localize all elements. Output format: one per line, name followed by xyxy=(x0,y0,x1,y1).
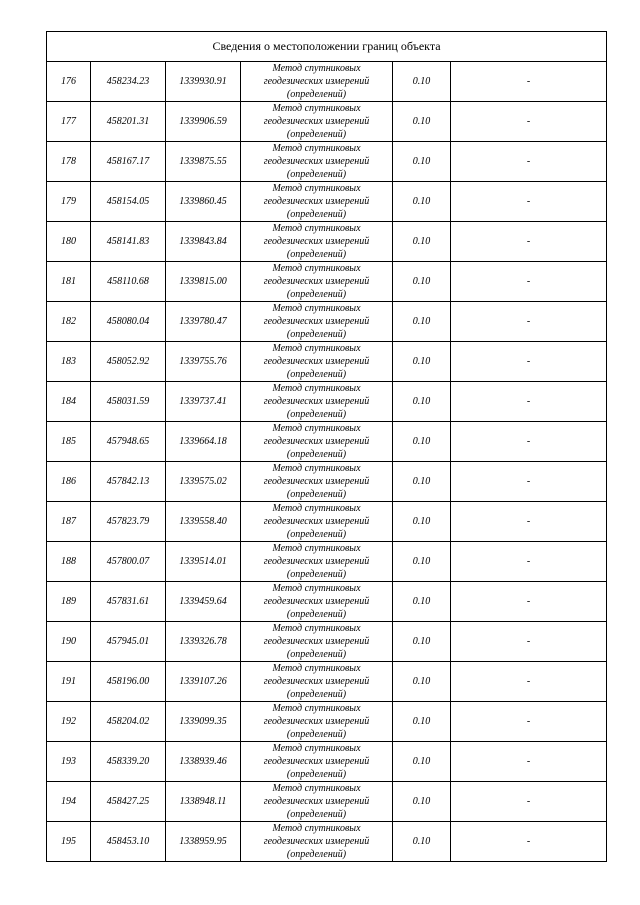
table-row xyxy=(47,102,607,142)
method-line: геодезических измерений xyxy=(263,436,370,447)
point-number-cell: 177 xyxy=(47,102,91,142)
method-line: (определений) xyxy=(286,849,347,860)
method-line: Метод спутниковых xyxy=(272,343,361,354)
y-coordinate-cell: 1339326.78 xyxy=(166,622,241,662)
method-line: геодезических измерений xyxy=(263,596,370,607)
method-cell xyxy=(241,622,393,662)
table-row xyxy=(47,422,607,462)
method-line: (определений) xyxy=(286,729,347,740)
method-line: геодезических измерений xyxy=(263,836,370,847)
method-cell xyxy=(241,102,393,142)
method-cell xyxy=(241,662,393,702)
y-coordinate-cell: 1338948.11 xyxy=(166,782,241,822)
note-cell: - xyxy=(451,342,607,382)
point-number-cell: 194 xyxy=(47,782,91,822)
y-coordinate-cell: 1339514.01 xyxy=(166,542,241,582)
x-coordinate-cell: 458204.02 xyxy=(91,702,166,742)
point-number-cell: 186 xyxy=(47,462,91,502)
method-line: геодезических измерений xyxy=(263,156,370,167)
method-cell xyxy=(241,342,393,382)
method-line: геодезических измерений xyxy=(263,276,370,287)
x-coordinate-cell: 457948.65 xyxy=(91,422,166,462)
note-cell: - xyxy=(451,62,607,102)
y-coordinate-cell: 1339099.35 xyxy=(166,702,241,742)
x-coordinate-cell: 458339.20 xyxy=(91,742,166,782)
method-line: Метод спутниковых xyxy=(272,423,361,434)
y-coordinate-cell: 1339780.47 xyxy=(166,302,241,342)
method-line: (определений) xyxy=(286,129,347,140)
note-cell: - xyxy=(451,542,607,582)
y-coordinate-cell: 1338939.46 xyxy=(166,742,241,782)
method-line: (определений) xyxy=(286,169,347,180)
method-cell xyxy=(241,782,393,822)
note-cell: - xyxy=(451,662,607,702)
x-coordinate-cell: 458031.59 xyxy=(91,382,166,422)
method-line: геодезических измерений xyxy=(263,236,370,247)
method-line: (определений) xyxy=(286,649,347,660)
y-coordinate-cell: 1339575.02 xyxy=(166,462,241,502)
y-coordinate-cell: 1339737.41 xyxy=(166,382,241,422)
method-line: (определений) xyxy=(286,329,347,340)
method-line: геодезических измерений xyxy=(263,476,370,487)
table-row xyxy=(47,342,607,382)
method-line: (определений) xyxy=(286,369,347,380)
method-line: (определений) xyxy=(286,289,347,300)
table-row xyxy=(47,302,607,342)
y-coordinate-cell: 1338959.95 xyxy=(166,822,241,862)
x-coordinate-cell: 458080.04 xyxy=(91,302,166,342)
point-number-cell: 191 xyxy=(47,662,91,702)
x-coordinate-cell: 458154.05 xyxy=(91,182,166,222)
table-row xyxy=(47,142,607,182)
method-cell xyxy=(241,582,393,622)
method-line: (определений) xyxy=(286,249,347,260)
point-number-cell: 192 xyxy=(47,702,91,742)
note-cell: - xyxy=(451,742,607,782)
method-line: Метод спутниковых xyxy=(272,263,361,274)
method-line: Метод спутниковых xyxy=(272,63,361,74)
method-cell xyxy=(241,182,393,222)
accuracy-cell: 0.10 xyxy=(393,582,451,622)
x-coordinate-cell: 458196.00 xyxy=(91,662,166,702)
method-line: геодезических измерений xyxy=(263,796,370,807)
method-line: геодезических измерений xyxy=(263,116,370,127)
method-line: геодезических измерений xyxy=(263,756,370,767)
method-line: Метод спутниковых xyxy=(272,743,361,754)
method-line: (определений) xyxy=(286,609,347,620)
table-row xyxy=(47,382,607,422)
x-coordinate-cell: 457831.61 xyxy=(91,582,166,622)
method-line: Метод спутниковых xyxy=(272,543,361,554)
accuracy-cell: 0.10 xyxy=(393,382,451,422)
method-line: Метод спутниковых xyxy=(272,103,361,114)
table-row xyxy=(47,742,607,782)
accuracy-cell: 0.10 xyxy=(393,782,451,822)
note-cell: - xyxy=(451,222,607,262)
note-cell: - xyxy=(451,462,607,502)
y-coordinate-cell: 1339755.76 xyxy=(166,342,241,382)
point-number-cell: 184 xyxy=(47,382,91,422)
table-row xyxy=(47,542,607,582)
method-cell xyxy=(241,702,393,742)
method-line: геодезических измерений xyxy=(263,636,370,647)
x-coordinate-cell: 458167.17 xyxy=(91,142,166,182)
y-coordinate-cell: 1339558.40 xyxy=(166,502,241,542)
point-number-cell: 178 xyxy=(47,142,91,182)
y-coordinate-cell: 1339815.00 xyxy=(166,262,241,302)
method-line: Метод спутниковых xyxy=(272,623,361,634)
note-cell: - xyxy=(451,622,607,662)
note-cell: - xyxy=(451,302,607,342)
x-coordinate-cell: 458453.10 xyxy=(91,822,166,862)
method-cell xyxy=(241,502,393,542)
note-cell: - xyxy=(451,382,607,422)
note-cell: - xyxy=(451,262,607,302)
accuracy-cell: 0.10 xyxy=(393,62,451,102)
method-line: (определений) xyxy=(286,769,347,780)
method-line: Метод спутниковых xyxy=(272,503,361,514)
point-number-cell: 176 xyxy=(47,62,91,102)
table-row xyxy=(47,622,607,662)
point-number-cell: 179 xyxy=(47,182,91,222)
method-cell xyxy=(241,382,393,422)
accuracy-cell: 0.10 xyxy=(393,262,451,302)
boundary-coordinates-table xyxy=(46,31,607,862)
method-cell xyxy=(241,262,393,302)
table-row xyxy=(47,262,607,302)
method-line: (определений) xyxy=(286,689,347,700)
accuracy-cell: 0.10 xyxy=(393,542,451,582)
note-cell: - xyxy=(451,822,607,862)
method-line: Метод спутниковых xyxy=(272,783,361,794)
method-line: Метод спутниковых xyxy=(272,663,361,674)
method-line: геодезических измерений xyxy=(263,556,370,567)
table-row xyxy=(47,662,607,702)
point-number-cell: 195 xyxy=(47,822,91,862)
table-row xyxy=(47,822,607,862)
accuracy-cell: 0.10 xyxy=(393,622,451,662)
table-row xyxy=(47,62,607,102)
accuracy-cell: 0.10 xyxy=(393,182,451,222)
accuracy-cell: 0.10 xyxy=(393,462,451,502)
y-coordinate-cell: 1339860.45 xyxy=(166,182,241,222)
method-line: (определений) xyxy=(286,569,347,580)
point-number-cell: 189 xyxy=(47,582,91,622)
y-coordinate-cell: 1339107.26 xyxy=(166,662,241,702)
note-cell: - xyxy=(451,422,607,462)
accuracy-cell: 0.10 xyxy=(393,662,451,702)
note-cell: - xyxy=(451,702,607,742)
y-coordinate-cell: 1339459.64 xyxy=(166,582,241,622)
x-coordinate-cell: 458141.83 xyxy=(91,222,166,262)
table-body xyxy=(47,32,607,862)
x-coordinate-cell: 458110.68 xyxy=(91,262,166,302)
method-line: (определений) xyxy=(286,89,347,100)
method-line: геодезических измерений xyxy=(263,676,370,687)
method-line: геодезических измерений xyxy=(263,196,370,207)
y-coordinate-cell: 1339843.84 xyxy=(166,222,241,262)
y-coordinate-cell: 1339906.59 xyxy=(166,102,241,142)
table-title: Сведения о местоположении границ объекта xyxy=(47,32,607,62)
table-title-row xyxy=(47,32,607,62)
method-line: Метод спутниковых xyxy=(272,223,361,234)
point-number-cell: 190 xyxy=(47,622,91,662)
accuracy-cell: 0.10 xyxy=(393,142,451,182)
x-coordinate-cell: 457945.01 xyxy=(91,622,166,662)
point-number-cell: 181 xyxy=(47,262,91,302)
x-coordinate-cell: 458201.31 xyxy=(91,102,166,142)
accuracy-cell: 0.10 xyxy=(393,342,451,382)
note-cell: - xyxy=(451,182,607,222)
method-line: геодезических измерений xyxy=(263,316,370,327)
x-coordinate-cell: 458427.25 xyxy=(91,782,166,822)
x-coordinate-cell: 458052.92 xyxy=(91,342,166,382)
table-row xyxy=(47,702,607,742)
note-cell: - xyxy=(451,102,607,142)
note-cell: - xyxy=(451,782,607,822)
note-cell: - xyxy=(451,502,607,542)
method-cell xyxy=(241,742,393,782)
x-coordinate-cell: 457800.07 xyxy=(91,542,166,582)
method-line: Метод спутниковых xyxy=(272,583,361,594)
accuracy-cell: 0.10 xyxy=(393,822,451,862)
point-number-cell: 193 xyxy=(47,742,91,782)
x-coordinate-cell: 457842.13 xyxy=(91,462,166,502)
method-line: геодезических измерений xyxy=(263,516,370,527)
method-line: геодезических измерений xyxy=(263,396,370,407)
point-number-cell: 187 xyxy=(47,502,91,542)
method-line: Метод спутниковых xyxy=(272,703,361,714)
table-row xyxy=(47,182,607,222)
accuracy-cell: 0.10 xyxy=(393,502,451,542)
y-coordinate-cell: 1339664.18 xyxy=(166,422,241,462)
y-coordinate-cell: 1339930.91 xyxy=(166,62,241,102)
point-number-cell: 185 xyxy=(47,422,91,462)
note-cell: - xyxy=(451,582,607,622)
accuracy-cell: 0.10 xyxy=(393,422,451,462)
method-line: (определений) xyxy=(286,809,347,820)
x-coordinate-cell: 457823.79 xyxy=(91,502,166,542)
method-cell xyxy=(241,822,393,862)
note-cell: - xyxy=(451,142,607,182)
accuracy-cell: 0.10 xyxy=(393,222,451,262)
method-line: геодезических измерений xyxy=(263,356,370,367)
method-cell xyxy=(241,62,393,102)
method-line: геодезических измерений xyxy=(263,716,370,727)
point-number-cell: 182 xyxy=(47,302,91,342)
accuracy-cell: 0.10 xyxy=(393,102,451,142)
method-cell xyxy=(241,142,393,182)
method-line: Метод спутниковых xyxy=(272,463,361,474)
method-line: (определений) xyxy=(286,489,347,500)
method-line: геодезических измерений xyxy=(263,76,370,87)
point-number-cell: 180 xyxy=(47,222,91,262)
method-line: (определений) xyxy=(286,449,347,460)
table-row xyxy=(47,222,607,262)
table-row xyxy=(47,462,607,502)
table-row xyxy=(47,502,607,542)
method-line: Метод спутниковых xyxy=(272,823,361,834)
method-cell xyxy=(241,542,393,582)
method-line: Метод спутниковых xyxy=(272,383,361,394)
point-number-cell: 183 xyxy=(47,342,91,382)
method-cell xyxy=(241,462,393,502)
method-cell xyxy=(241,222,393,262)
accuracy-cell: 0.10 xyxy=(393,742,451,782)
y-coordinate-cell: 1339875.55 xyxy=(166,142,241,182)
method-line: (определений) xyxy=(286,209,347,220)
method-line: (определений) xyxy=(286,529,347,540)
table-row xyxy=(47,782,607,822)
method-line: Метод спутниковых xyxy=(272,303,361,314)
method-line: Метод спутниковых xyxy=(272,183,361,194)
table-row xyxy=(47,582,607,622)
method-line: (определений) xyxy=(286,409,347,420)
point-number-cell: 188 xyxy=(47,542,91,582)
method-cell xyxy=(241,302,393,342)
accuracy-cell: 0.10 xyxy=(393,302,451,342)
method-cell xyxy=(241,422,393,462)
accuracy-cell: 0.10 xyxy=(393,702,451,742)
method-line: Метод спутниковых xyxy=(272,143,361,154)
x-coordinate-cell: 458234.23 xyxy=(91,62,166,102)
